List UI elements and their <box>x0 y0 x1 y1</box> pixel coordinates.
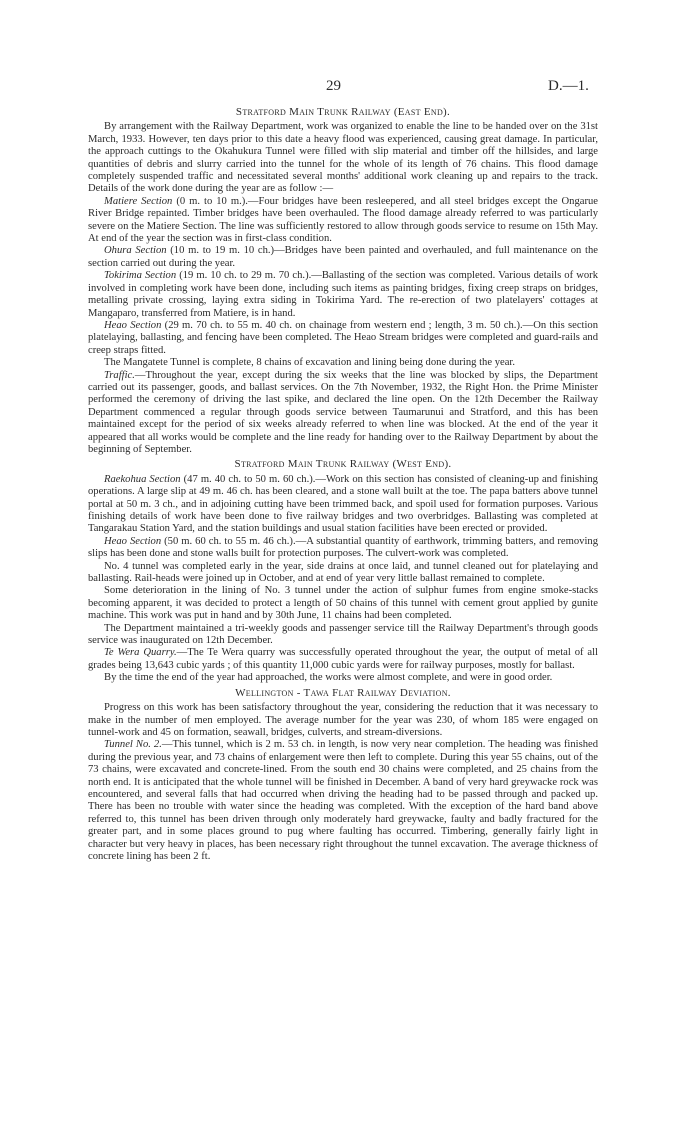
body-paragraph <box>88 672 598 684</box>
text-column <box>88 104 598 863</box>
paragraph-text: Some deterioration in the lining of No. 3 tunnel under the action of sulphur fumes from engine smoke-stacks becoming apparent, it was decided to protect a length of 50 chains of this tunnel with cement grout applied by gunite machine. This work was put in hand and by 30th June, 11 chains had been completed. <box>88 585 598 622</box>
body-paragraph <box>88 623 598 648</box>
paragraph-text: (50 m. 60 ch. to 55 m. 46 ch.).—A substantial quantity of earthwork, trimming batters, and removing slips has been done and stone walls built for protection purposes. The culvert-work was completed. <box>88 535 598 560</box>
body-paragraph <box>88 357 598 369</box>
paragraph-text: The Department maintained a tri-weekly goods and passenger service till the Railway Department's through goods service was inaugurated on 12th December. <box>88 622 598 647</box>
paragraph-text: —Throughout the year, except during the six weeks that the line was blocked by slips, the Department carried out its passenger, goods, and ballast services. On the 7th November, 1932, the Right Hon. the Prime Minister performed the ceremony of driving the last spike, and declared the line open. On the 12th December the Railway Department commenced a regular through goods service between Taumarunui and Stratford, and this has been maintained except for the period of six weeks already referred to when line was blocked. At the end of the year it appeared that all works would be complete and the line ready for handing over to the Railway Department by about the beginning of September. <box>88 369 598 455</box>
paragraph-lead: Heao Section <box>104 535 162 547</box>
section-heading: Stratford Main Trunk Railway (East End). <box>235 106 451 118</box>
body-paragraph <box>88 739 598 863</box>
paragraph-text: By arrangement with the Railway Department, work was organized to enable the line to be handed over on the 31st March, 1933. However, ten days prior to this date a heavy flood was experienced, causing great damage. In particular, the approach cuttings to the Okahukura Tunnel were filled with slip material and timber off the hillsides, and large quantities of debris and slurry carried into the tunnel for the whole of its length of 76 chains. This flood damage completely suspended traffic and necessitated several months' additional work cleaning up and repairs to the track. Details of the work done during the year are as follow :— <box>88 121 598 195</box>
body-paragraph <box>88 474 598 536</box>
paragraph-lead: Heao Section <box>104 319 162 331</box>
body-paragraph <box>88 370 598 457</box>
section-heading: Wellington - Tawa Flat Railway Deviation. <box>235 686 451 699</box>
body-paragraph <box>88 561 598 586</box>
paragraph-lead: Traffic. <box>104 369 135 381</box>
body-paragraph <box>88 536 598 561</box>
body-paragraph <box>88 585 598 622</box>
document-reference: D.—1. <box>548 78 589 94</box>
paragraph-text: (0 m. to 10 m.).—Four bridges have been resleepered, and all steel bridges except the Ongarue River Bridge repainted. Timber bridges have been overhauled. The flood damage already referred to was particularly severe on the Matiere Section. The line was sufficiently restored to allow through goods service to resume on 15th May. At end of the year the section was in first-class condition. <box>88 195 598 245</box>
paragraph-text: (10 m. to 19 m. 10 ch.)—Bridges have been painted and overhauled, and full maintenance on the section carried out during the year. <box>88 245 598 269</box>
paragraph-lead: Te Wera Quarry. <box>104 647 177 659</box>
body-paragraph <box>88 196 598 246</box>
paragraph-lead: Matiere Section <box>104 195 173 207</box>
section-heading: Stratford Main Trunk Railway (West End). <box>234 458 452 471</box>
paragraph-text: (29 m. 70 ch. to 55 m. 40 ch. on chainage from western end ; length, 3 m. 50 ch.).—On this section platelaying, ballasting, and fencing have been completed. The Heao Stream bridges were completed and guard-rails and creep straps fitted. <box>88 319 599 356</box>
body-paragraph <box>88 320 598 357</box>
paragraph-text: No. 4 tunnel was completed early in the year, side drains at once laid, and tunnel cleaned out for platelaying and ballasting. Rail-heads were joined up in October, and at end of year very little ballast remained to complete. <box>88 560 598 585</box>
paragraph-text: The Mangatete Tunnel is complete, 8 chains of excavation and lining being done during the year. <box>104 357 515 369</box>
body-paragraph <box>88 647 598 672</box>
body-paragraph <box>88 702 598 739</box>
body-paragraph <box>88 270 598 320</box>
paragraph-lead: Ohura Section <box>104 245 167 257</box>
paragraph-text: (19 m. 10 ch. to 29 m. 70 ch.).—Ballasting of the section was completed. Various details of work involved in completing work have been done, including such items as painting bridges, fixing creep straps on bridges, metalling private crossing, laying extra siding in Tokirima Yard. The re-erection of two platelayers' cottages at Mangaparo, transferred from Matiere, is in hand. <box>88 270 598 319</box>
paragraph-text: Progress on this work has been satisfactory throughout the year, considering the reduction that it was necessary to make in the number of men employed. The average number for the year was 230, of whom 185 were engaged on tunnel-work and 45 on formation, seawall, bridges, culverts, and stream-diversions. <box>88 702 598 738</box>
paragraph-text: —This tunnel, which is 2 m. 53 ch. in length, is now very near completion. The heading was finished during the previous year, and 73 chains of enlargement were then left to complete. During this year 55 chains, out of the 73 chains, were excavated and concrete-lined. From the south end 30 chains were completed, and 25 chains from the north end. It is anticipated that the whole tunnel will be finished in December. A band of very hard greywacke rock was encountered, and several falls that had occurred when driving the heading had to be passed through and packed up. There has been no trouble with water since the heading was completed. With the exception of the hard band above referred to, this tunnel has been driven through only moderately hard greywacke, faulty and badly fractured for the greater part, and in some places ground to pug where faulting has occurred. Timbering, generally fairly light in character but very heavy in places, has been necessary right throughout the tunnel excavation. The average thickness of concrete lining has been 2 ft. <box>88 739 598 862</box>
body-paragraph <box>88 245 598 270</box>
paragraph-text: By the time the end of the year had approached, the works were almost complete, and were in good order. <box>104 672 553 684</box>
paragraph-text: —The Te Wera quarry was successfully operated throughout the year, the output of metal of all grades being 13,643 cubic yards ; of this quantity 11,000 cubic yards were for railway purposes, mostly for ballast. <box>88 647 598 671</box>
page-number: 29 <box>326 78 341 94</box>
paragraph-lead: Raekohua Section <box>104 473 181 485</box>
paragraph-lead: Tokirima Section <box>104 270 177 282</box>
paragraph-lead: Tunnel No. 2. <box>104 739 162 751</box>
paragraph-text: (47 m. 40 ch. to 50 m. 60 ch.).—Work on this section has consisted of cleaning-up and finishing operations. A large slip at 49 m. 46 ch. has been cleared, and a stone wall built at the toe. The papa batters above tunnel portal at 50 m. 3 ch., and in adjoining cutting have been trimmed back, and spoil used for formation purposes. Various finishing details of work have been done to five railway bridges and two overbridges. Ballasting was completed at Tangarakau Station Yard, and the station buildings and usual station facilities have been erected or provided. <box>88 473 598 535</box>
body-paragraph <box>88 121 598 195</box>
